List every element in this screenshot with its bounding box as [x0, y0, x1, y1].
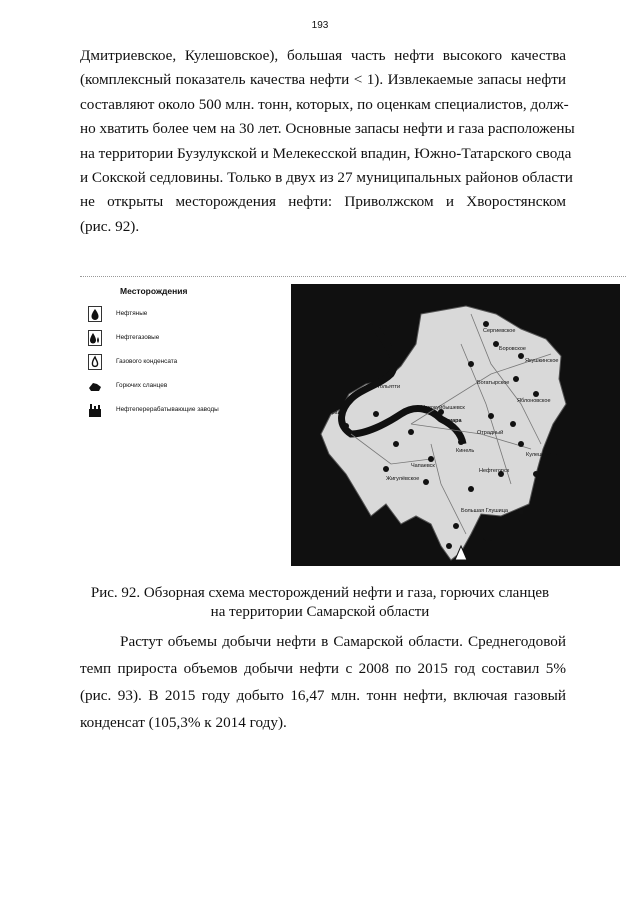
legend-label: Нефтяные [116, 310, 148, 318]
map-label: Самара [441, 418, 462, 424]
map-label: Жигулёвское [386, 476, 420, 482]
legend-label: Горючих сланцев [116, 382, 168, 390]
page-number: 193 [311, 20, 329, 31]
map-label: Сергиевское [483, 328, 516, 334]
map-label: Чапаевск [411, 463, 435, 469]
text-line: Дмитриевское, Кулешовское), большая часть нефти высокого качества [80, 47, 566, 64]
legend-item-refinery [88, 402, 219, 418]
text-line: не открыты месторождения нефти: Приволжском и Хворостянском [80, 193, 566, 211]
paragraph-2 [80, 628, 566, 736]
map-label: Нефтегорск [479, 468, 510, 474]
legend-item-gas-condensate [88, 354, 177, 370]
paragraph-1 [80, 44, 575, 239]
text-line: темп прироста объемов добычи нефти с 2008 по 2015 год составил 5% [80, 660, 566, 677]
oil-gas-icon [88, 330, 102, 346]
legend-label: Нефтегазовые [116, 334, 160, 342]
map-label: Сызрань [321, 410, 344, 416]
legend-item-oil-gas [88, 330, 159, 346]
map-label: Кинель [456, 448, 475, 454]
figure-caption [0, 584, 640, 622]
refinery-icon [88, 402, 102, 418]
map-label: Яблоновское [517, 398, 551, 404]
text-line: (комплексный показатель качества нефти < 1). Извлекаемые запасы нефти [80, 71, 566, 89]
figure-92 [80, 276, 626, 566]
gas-flame-icon [88, 354, 102, 370]
text-line: (рис. 92). [80, 217, 140, 235]
map-label: Большая Глушица [461, 508, 508, 514]
oil-drop-icon [88, 306, 102, 322]
legend-item-shale [88, 378, 167, 394]
caption-line: Рис. 92. Обзорная схема месторождений нефти и газа, горючих сланцев [90, 585, 550, 601]
legend-label: Газового конденсата [116, 358, 178, 366]
map-label: Тольятти [377, 384, 401, 390]
text-line: но хватить более чем на 30 лет. Основные запасы нефти и газа расположены [80, 120, 575, 138]
samara-region-map [291, 284, 620, 566]
legend-title: Месторождения [120, 286, 188, 296]
text-line: Растут объемы добычи нефти в Самарской области. Среднегодовой [120, 633, 566, 650]
text-line: конденсат (105,3% к 2014 году). [80, 714, 287, 731]
map-label: Боровское [499, 346, 526, 352]
text-line: (рис. 93). В 2015 году добыто 16,47 млн. тонн нефти, включая газовый [80, 687, 566, 704]
map-label: Кушебово [469, 538, 495, 544]
map-legend [80, 276, 280, 446]
text-line: на территории Бузулукской и Мелекесской впадин, Южно-Татарского свода [80, 144, 572, 162]
text-line: и Сокской седловины. Только в двух из 27 муниципальных районов области [80, 169, 573, 187]
map-label: Отрадный [477, 430, 504, 436]
map-label: Якушкинское [525, 358, 559, 364]
map-label: Новокуйбышевск [421, 405, 465, 411]
legend-item-oil [88, 306, 147, 322]
map-label: Богатырское [477, 380, 510, 386]
shale-icon [88, 378, 102, 394]
caption-line: на территории Самарской области [210, 604, 430, 620]
text-line: составляют около 500 млн. тонн, которых, по оценкам специалистов, долж- [80, 95, 569, 113]
map-label: Кулешовское [526, 452, 560, 458]
legend-label: Нефтеперерабатывающие заводы [116, 406, 219, 414]
